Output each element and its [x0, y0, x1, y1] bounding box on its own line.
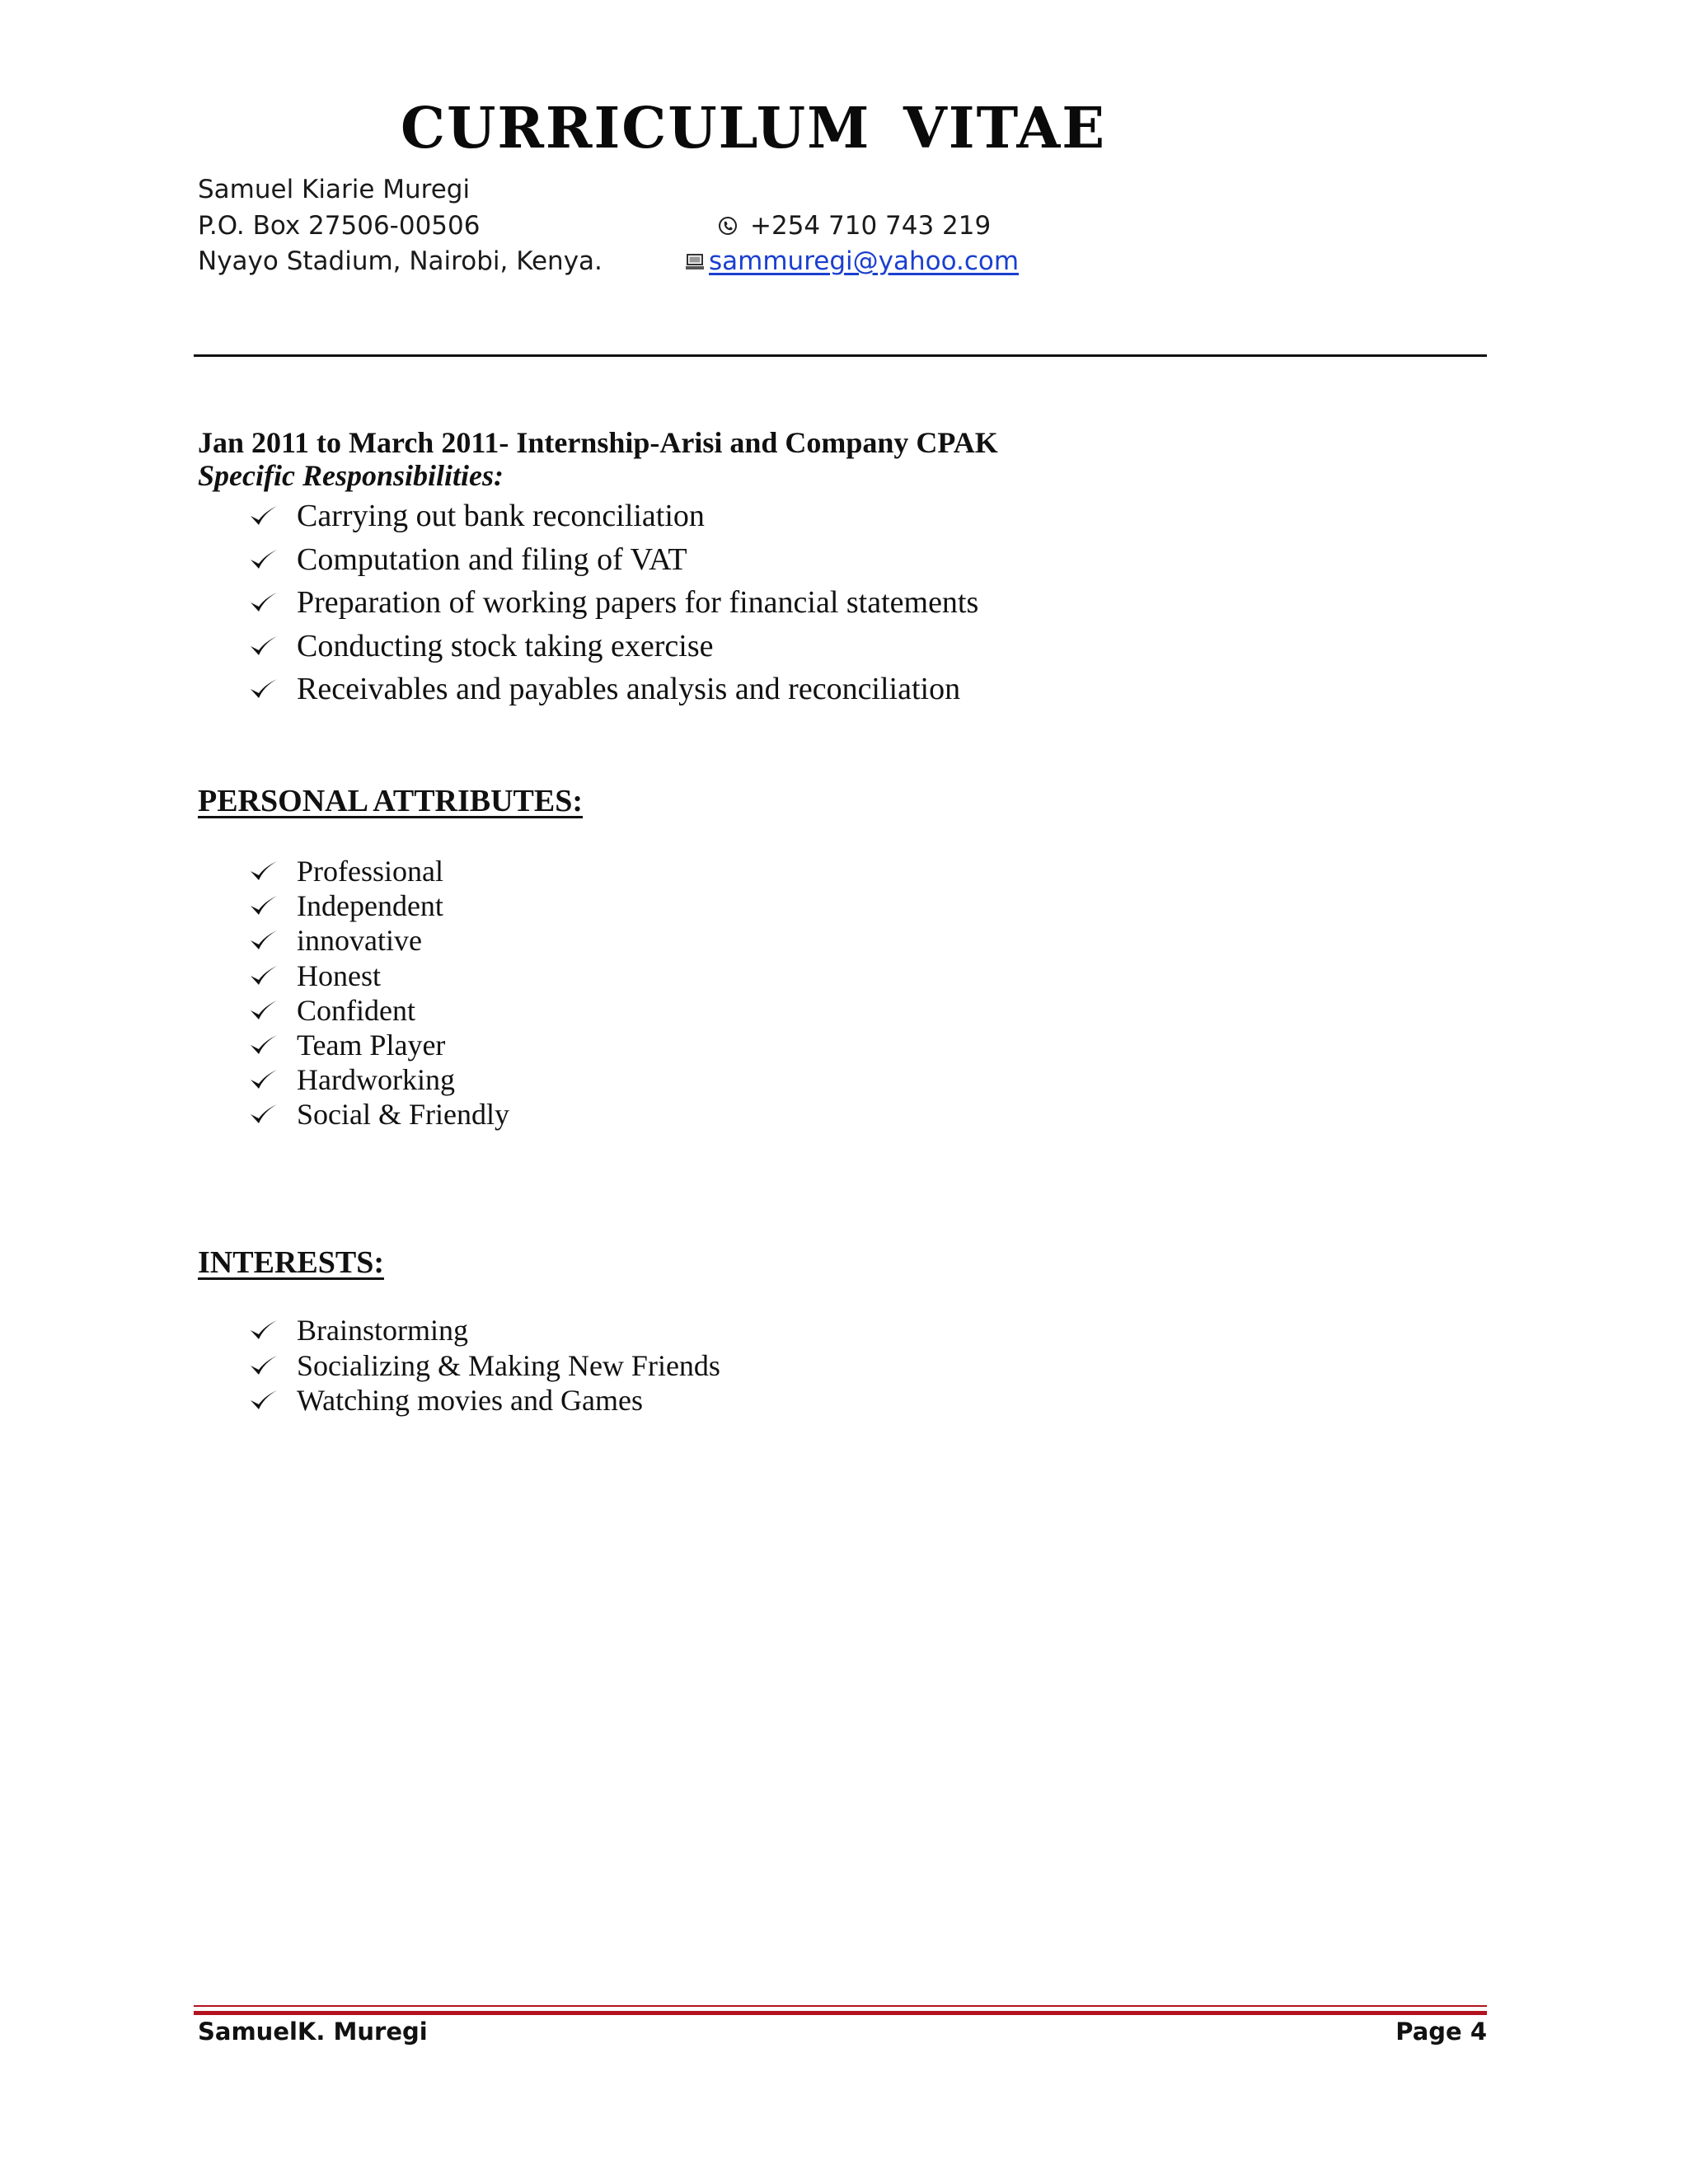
responsibilities-subheading: Specific Responsibilities: — [198, 459, 504, 492]
list-item: Conducting stock taking exercise — [247, 625, 978, 668]
interests-list — [247, 1313, 720, 1418]
checkmark-icon — [247, 1353, 280, 1378]
checkmark-icon — [247, 963, 280, 988]
document-title: CURRICULUM VITAE — [401, 96, 1107, 162]
job-title: Jan 2011 to March 2011- Internship-Arisi and Company CPAK — [198, 426, 998, 459]
checkmark-icon — [247, 1033, 280, 1057]
computer-icon — [684, 251, 706, 272]
phone-number: +254 710 743 219 — [750, 211, 992, 241]
personal-attributes-heading: PERSONAL ATTRIBUTES: — [198, 784, 584, 818]
footer-divider-thick — [194, 2011, 1487, 2015]
checkmark-icon — [247, 1318, 280, 1343]
email-contact — [684, 246, 1019, 276]
list-item: Computation and filing of VAT — [247, 538, 978, 582]
checkmark-icon — [247, 547, 280, 572]
footer-divider-thin — [194, 2005, 1487, 2007]
checkmark-icon — [247, 504, 280, 528]
list-item: Social & Friendly — [247, 1097, 509, 1132]
checkmark-icon — [247, 928, 280, 953]
address: Nyayo Stadium, Nairobi, Kenya. — [198, 246, 603, 276]
list-item: Independent — [247, 888, 509, 923]
checkmark-icon — [247, 859, 280, 883]
list-item: innovative — [247, 923, 509, 958]
page-number: Page 4 — [1395, 2018, 1487, 2046]
responsibilities-list — [247, 494, 978, 711]
checkmark-icon — [247, 998, 280, 1023]
list-item: Confident — [247, 993, 509, 1028]
checkmark-icon — [247, 590, 280, 615]
checkmark-icon — [247, 677, 280, 701]
header-divider — [194, 354, 1487, 357]
list-item: Professional — [247, 854, 509, 888]
personal-attributes-list — [247, 854, 509, 1132]
list-item: Receivables and payables analysis and reconciliation — [247, 668, 978, 711]
list-item: Hardworking — [247, 1062, 509, 1097]
interests-heading: INTERESTS: — [198, 1245, 384, 1280]
list-item: Socializing & Making New Friends — [247, 1348, 720, 1384]
list-item: Brainstorming — [247, 1313, 720, 1348]
checkmark-icon — [247, 1067, 280, 1092]
phone-icon — [717, 215, 738, 237]
list-item: Preparation of working papers for financial statements — [247, 581, 978, 625]
checkmark-icon — [247, 1102, 280, 1127]
list-item: Team Player — [247, 1028, 509, 1062]
phone-contact — [717, 211, 991, 241]
email-link[interactable]: sammuregi@yahoo.com — [709, 246, 1020, 276]
checkmark-icon — [247, 634, 280, 658]
candidate-name: Samuel Kiarie Muregi — [198, 175, 471, 204]
footer-name: SamuelK. Muregi — [198, 2018, 428, 2046]
checkmark-icon — [247, 893, 280, 918]
list-item: Carrying out bank reconciliation — [247, 494, 978, 538]
checkmark-icon — [247, 1388, 280, 1413]
list-item: Watching movies and Games — [247, 1383, 720, 1418]
list-item: Honest — [247, 958, 509, 993]
po-box: P.O. Box 27506-00506 — [198, 211, 481, 241]
